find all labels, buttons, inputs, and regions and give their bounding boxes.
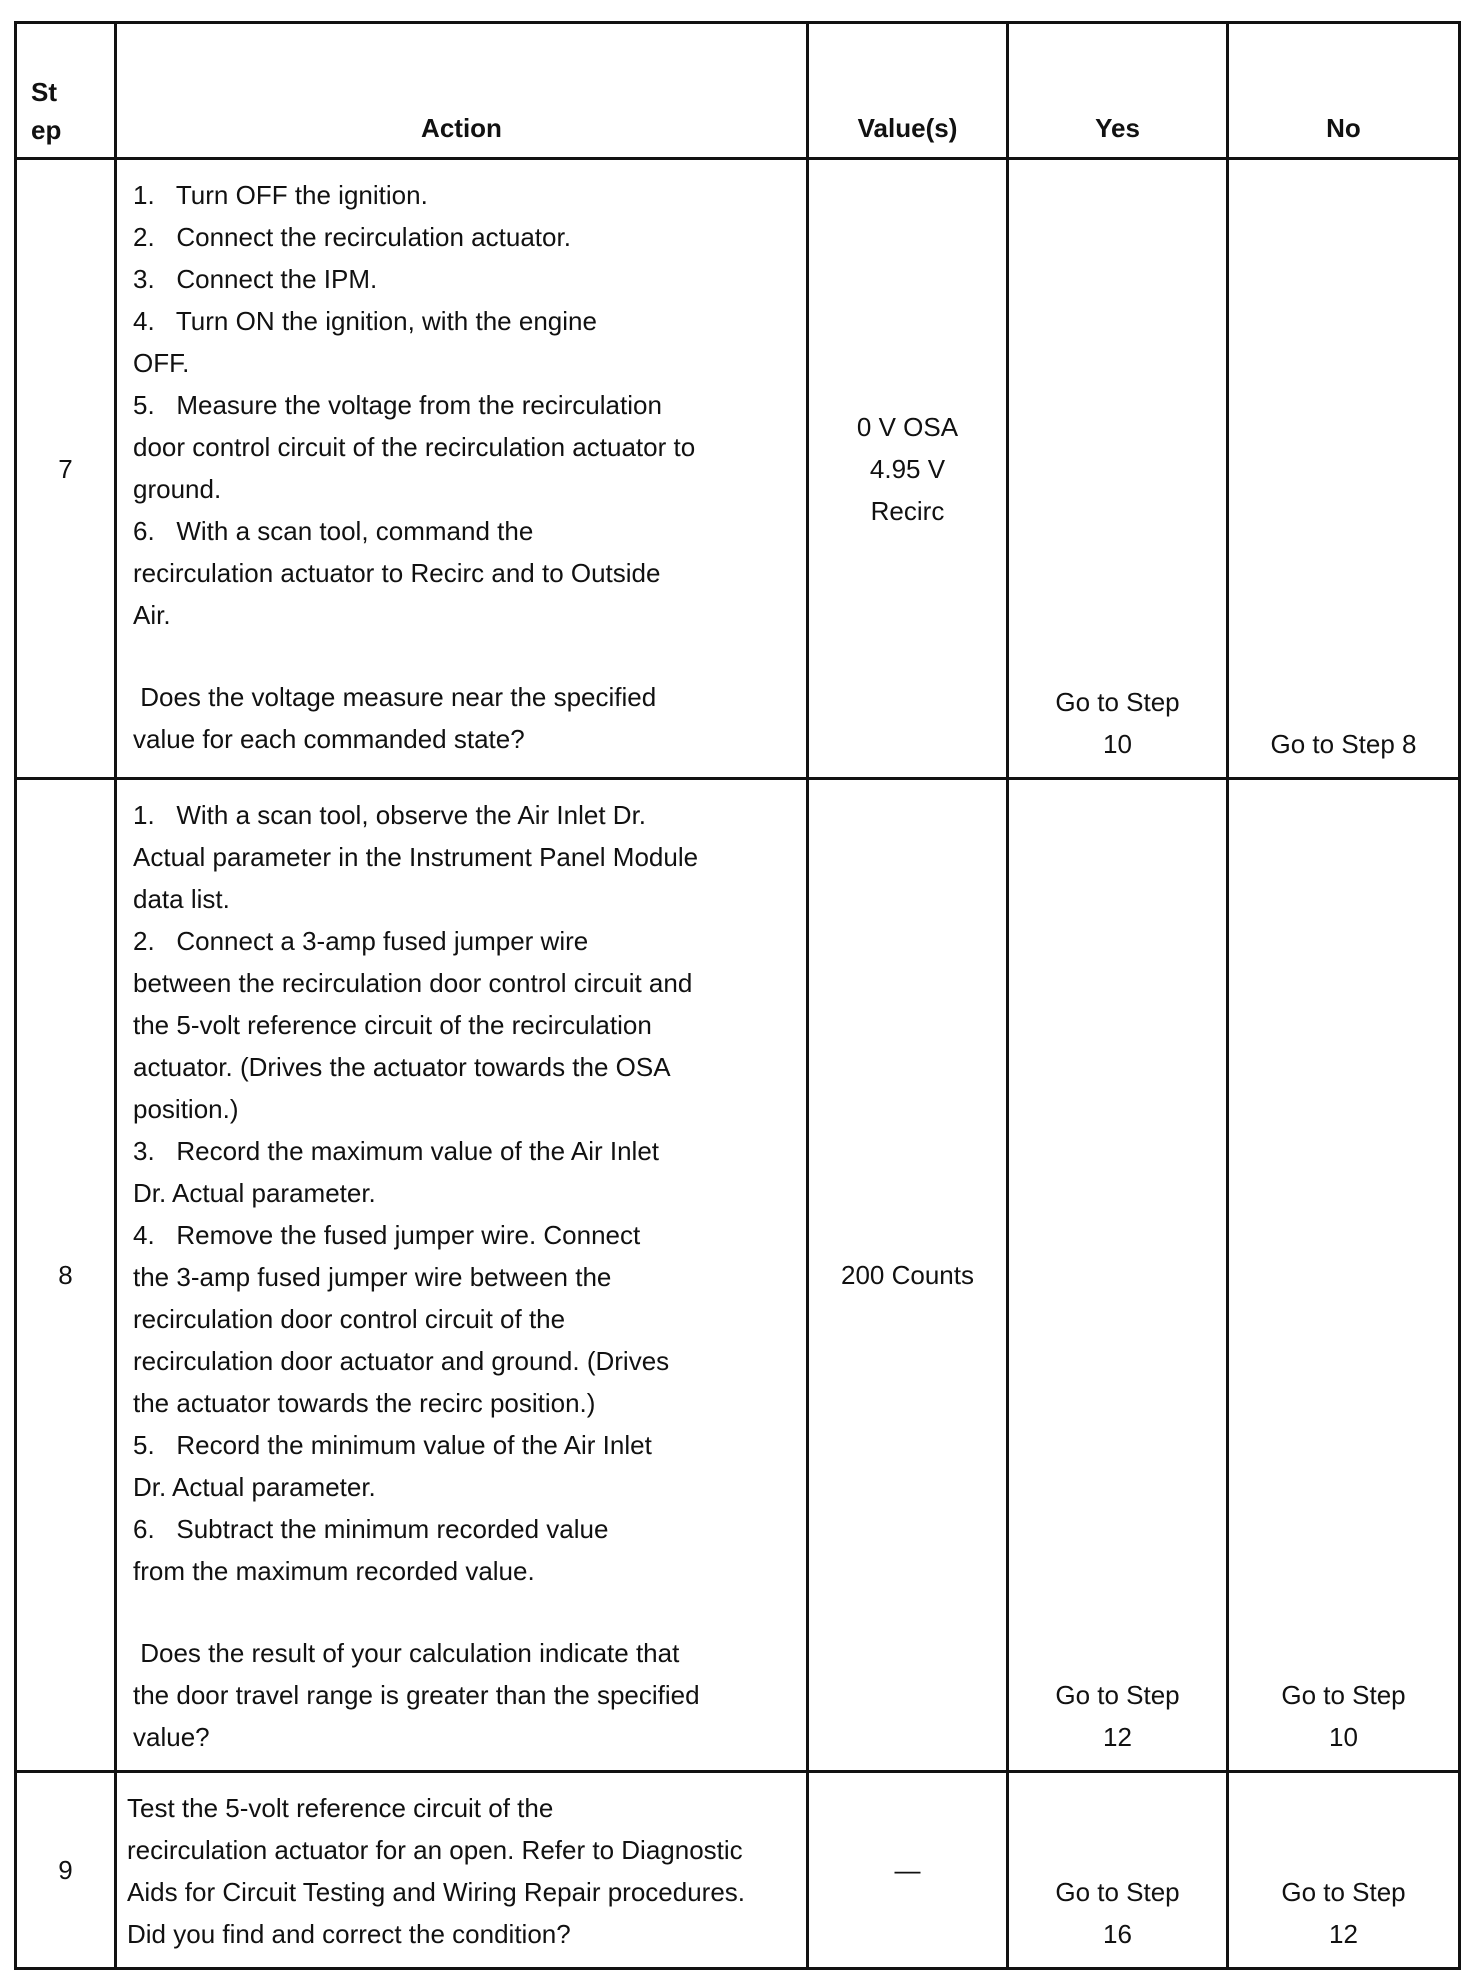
- table-row: [16, 159, 1460, 779]
- step-number: 7: [16, 159, 116, 779]
- diagnostic-table: [14, 21, 1461, 1970]
- header-action: Action: [116, 23, 808, 159]
- spacer: [133, 636, 790, 676]
- header-no: No: [1228, 23, 1460, 159]
- action-line: 4. Turn ON the ignition, with the engine: [133, 306, 597, 336]
- action-cell: [116, 159, 808, 779]
- step-number: 8: [16, 779, 116, 1772]
- action-line: 2. Connect a 3-amp fused jumper wire: [133, 926, 589, 956]
- header-row: [16, 23, 1460, 159]
- header-yes: Yes: [1008, 23, 1228, 159]
- action-line: 1. With a scan tool, observe the Air Inlet Dr.: [133, 800, 647, 830]
- value-line: 4.95 V: [869, 453, 946, 484]
- action-line: the 3-amp fused jumper wire between the: [133, 1262, 612, 1292]
- value-cell: [808, 779, 1008, 1772]
- header-values: Value(s): [808, 23, 1008, 159]
- spacer: [133, 1592, 790, 1632]
- yes-cell: [1008, 1772, 1228, 1969]
- action-line: Test the 5-volt reference circuit of the: [127, 1793, 554, 1823]
- action-line: actuator. (Drives the actuator towards the OSA: [133, 1052, 671, 1082]
- question-line: Does the voltage measure near the specified: [133, 682, 657, 712]
- action-line: Air.: [133, 600, 171, 630]
- yes-cell: [1008, 159, 1228, 779]
- action-line: 6. With a scan tool, command the: [133, 516, 534, 546]
- table-row: [16, 1772, 1460, 1969]
- action-line: 1. Turn OFF the ignition.: [133, 180, 428, 210]
- action-line: Aids for Circuit Testing and Wiring Repair procedures.: [127, 1877, 746, 1907]
- action-line: 5. Record the minimum value of the Air Inlet: [133, 1430, 652, 1460]
- no-cell: [1228, 1772, 1460, 1969]
- value-line: Recirc: [870, 495, 945, 526]
- question-line: Does the result of your calculation indicate that: [133, 1638, 680, 1668]
- value-cell: [808, 159, 1008, 779]
- action-line: 3. Connect the IPM.: [133, 264, 378, 294]
- table-row: [16, 779, 1460, 1772]
- action-line: recirculation door control circuit of the: [133, 1304, 566, 1334]
- header-step: [16, 23, 116, 159]
- yes-line: 12: [1103, 1722, 1132, 1752]
- question-line: the door travel range is greater than the specified: [133, 1680, 700, 1710]
- action-cell: [116, 779, 808, 1772]
- action-line: Dr. Actual parameter.: [133, 1178, 376, 1208]
- value-cell: [808, 1772, 1008, 1969]
- action-line: the 5-volt reference circuit of the recirculation: [133, 1010, 652, 1040]
- action-line: 5. Measure the voltage from the recirculation: [133, 390, 662, 420]
- header-step-line2: ep: [31, 115, 62, 145]
- action-line: recirculation door actuator and ground. (Drives: [133, 1346, 670, 1376]
- yes-cell: [1008, 779, 1228, 1772]
- step-number: 9: [16, 1772, 116, 1969]
- no-line: 10: [1329, 1722, 1358, 1752]
- value-line: 0 V OSA: [856, 411, 959, 442]
- action-line: 2. Connect the recirculation actuator.: [133, 222, 571, 252]
- action-line: ground.: [133, 474, 222, 504]
- action-line: recirculation actuator for an open. Refer to Diagnostic: [127, 1835, 743, 1865]
- no-line: Go to Step: [1281, 1877, 1406, 1907]
- action-line: OFF.: [133, 348, 190, 378]
- yes-line: Go to Step: [1055, 1877, 1180, 1907]
- action-line: 6. Subtract the minimum recorded value: [133, 1514, 609, 1544]
- action-line: the actuator towards the recirc position.): [133, 1388, 596, 1418]
- action-line: Dr. Actual parameter.: [133, 1472, 376, 1502]
- action-cell: [116, 1772, 808, 1969]
- yes-line: Go to Step: [1055, 687, 1180, 717]
- action-line: 3. Record the maximum value of the Air Inlet: [133, 1136, 660, 1166]
- question-line: value?: [133, 1722, 210, 1752]
- no-line: 12: [1329, 1919, 1358, 1949]
- yes-line: Go to Step: [1055, 1680, 1180, 1710]
- action-line: Did you find and correct the condition?: [127, 1919, 571, 1949]
- action-line: between the recirculation door control circuit and: [133, 968, 693, 998]
- no-cell: [1228, 159, 1460, 779]
- no-line: Go to Step: [1281, 1680, 1406, 1710]
- action-line: door control circuit of the recirculation actuator to: [133, 432, 696, 462]
- yes-line: 16: [1103, 1919, 1132, 1949]
- value-line: —: [894, 1855, 921, 1885]
- value-line: 200 Counts: [841, 1260, 974, 1290]
- action-line: position.): [133, 1094, 239, 1124]
- no-line: Go to Step 8: [1270, 729, 1417, 759]
- action-line: from the maximum recorded value.: [133, 1556, 535, 1586]
- question-line: value for each commanded state?: [133, 724, 525, 754]
- action-line: Actual parameter in the Instrument Panel Module: [133, 842, 699, 872]
- header-step-line1: St: [31, 77, 57, 107]
- no-cell: [1228, 779, 1460, 1772]
- yes-line: 10: [1103, 729, 1132, 759]
- action-line: data list.: [133, 884, 230, 914]
- action-line: recirculation actuator to Recirc and to Outside: [133, 558, 661, 588]
- action-line: 4. Remove the fused jumper wire. Connect: [133, 1220, 641, 1250]
